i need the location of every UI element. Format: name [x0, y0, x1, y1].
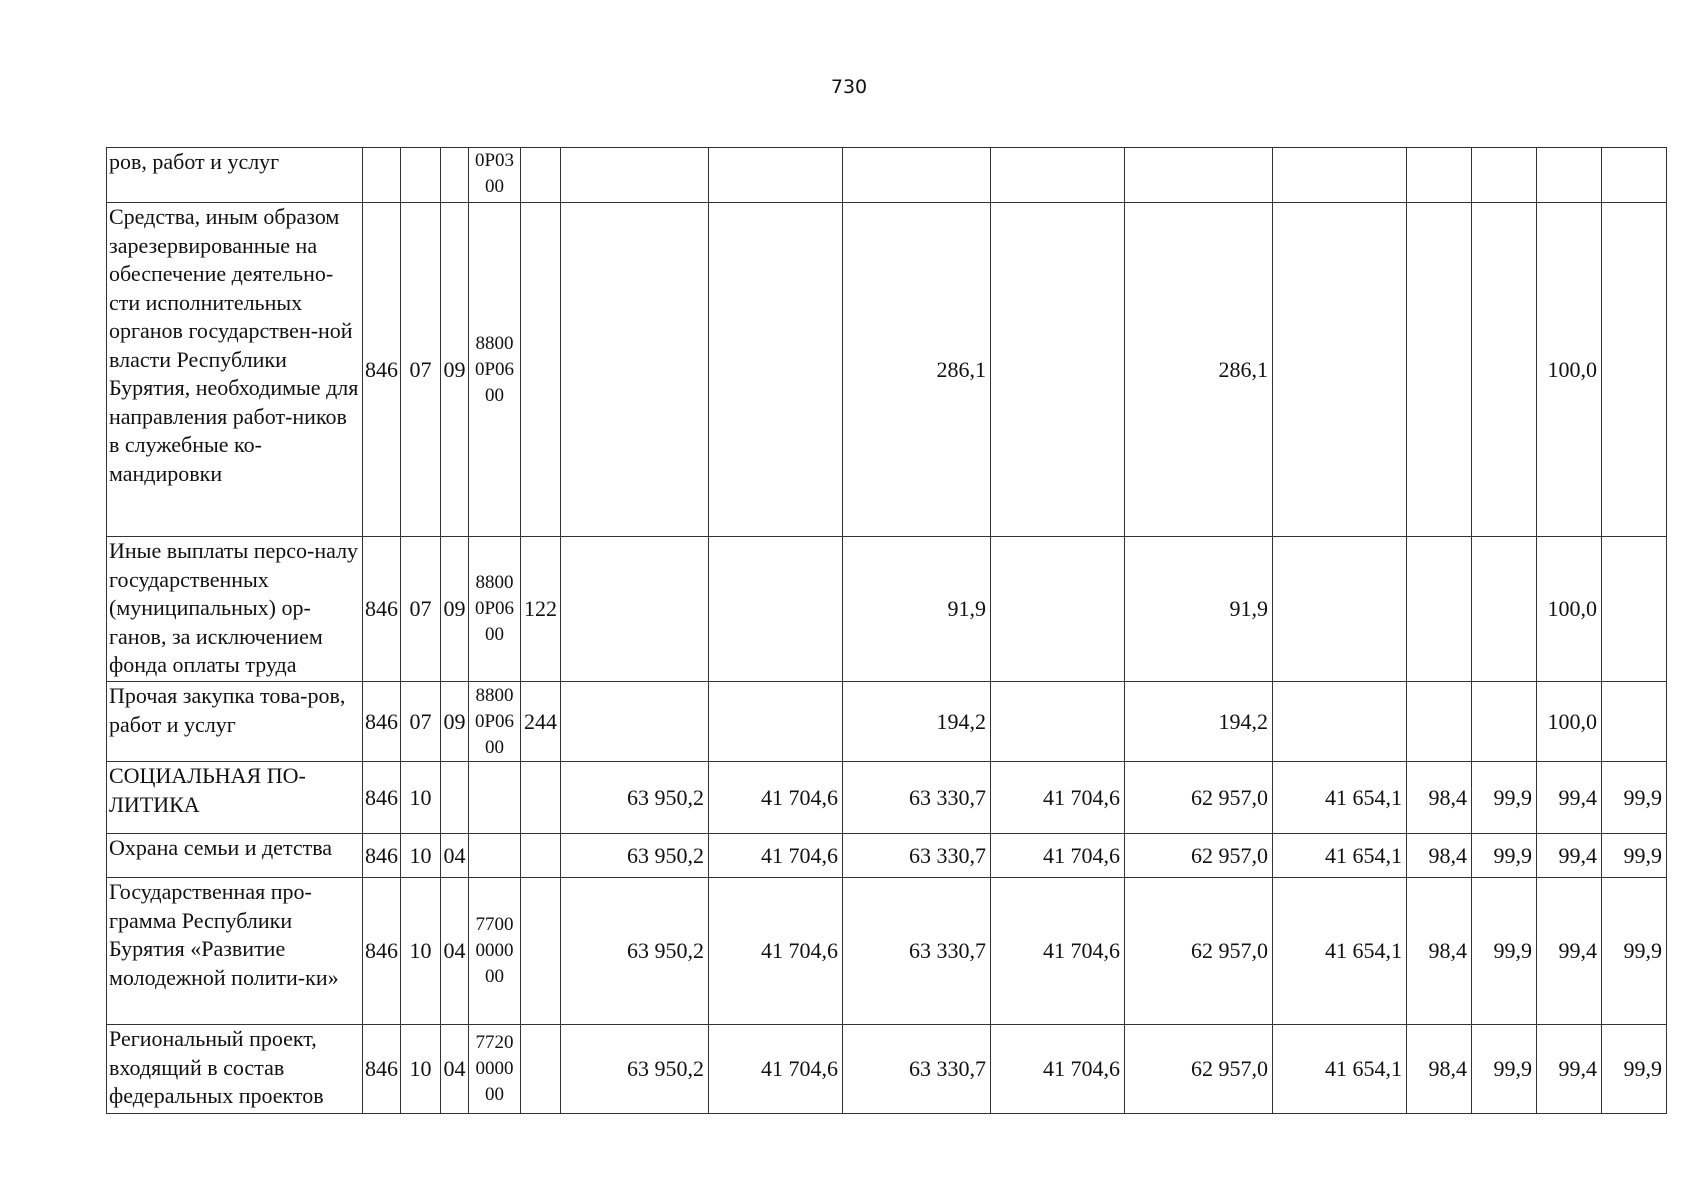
expense-type-cell — [521, 878, 561, 1025]
value-cell — [1273, 537, 1407, 682]
target-code-cell: 7700 0000 00 — [469, 878, 521, 1025]
expense-type-cell — [521, 203, 561, 537]
value-cell — [561, 682, 709, 762]
value-cell — [709, 148, 843, 203]
value-cell: 99,9 — [1602, 878, 1667, 1025]
row-name: Охрана семьи и детства — [107, 834, 363, 878]
code-cell: 09 — [441, 537, 469, 682]
value-cell — [1537, 148, 1602, 203]
expense-type-cell — [521, 1025, 561, 1114]
value-cell — [1472, 682, 1537, 762]
value-cell — [991, 682, 1125, 762]
table-row — [107, 537, 1667, 682]
value-cell — [709, 682, 843, 762]
code-cell — [363, 148, 401, 203]
table-row — [107, 834, 1667, 878]
target-code-cell — [469, 762, 521, 834]
value-cell: 99,9 — [1602, 1025, 1667, 1114]
code-cell: 04 — [441, 834, 469, 878]
table-row — [107, 203, 1667, 537]
expense-type-cell — [521, 834, 561, 878]
expense-type-cell: 122 — [521, 537, 561, 682]
value-cell — [1472, 148, 1537, 203]
value-cell: 41 654,1 — [1273, 1025, 1407, 1114]
value-cell: 91,9 — [843, 537, 991, 682]
value-cell: 41 704,6 — [709, 878, 843, 1025]
value-cell: 63 330,7 — [843, 878, 991, 1025]
value-cell: 62 957,0 — [1125, 1025, 1273, 1114]
row-name: Средства, иным образом зарезервированные на обеспечение деятельно-сти исполнительных органов государствен-ной власти Республики Бурятия, необходимые для направления работ-ников в служебные ко-мандировки — [107, 203, 363, 537]
value-cell — [1407, 203, 1472, 537]
code-cell: 846 — [363, 1025, 401, 1114]
code-cell: 846 — [363, 834, 401, 878]
value-cell — [1273, 203, 1407, 537]
code-cell: 09 — [441, 203, 469, 537]
value-cell — [843, 148, 991, 203]
code-cell: 07 — [401, 682, 441, 762]
value-cell: 41 704,6 — [991, 1025, 1125, 1114]
value-cell: 63 950,2 — [561, 762, 709, 834]
row-name: Прочая закупка това-ров, работ и услуг — [107, 682, 363, 762]
value-cell — [991, 148, 1125, 203]
row-name: СОЦИАЛЬНАЯ ПО-ЛИТИКА — [107, 762, 363, 834]
value-cell: 99,9 — [1472, 878, 1537, 1025]
code-cell: 10 — [401, 762, 441, 834]
page-number: 730 — [830, 76, 868, 98]
value-cell — [1273, 682, 1407, 762]
code-cell: 10 — [401, 1025, 441, 1114]
budget-table — [106, 147, 1667, 1114]
value-cell — [1407, 682, 1472, 762]
value-cell — [991, 203, 1125, 537]
code-cell: 846 — [363, 878, 401, 1025]
value-cell: 41 704,6 — [709, 762, 843, 834]
code-cell: 07 — [401, 537, 441, 682]
value-cell: 63 950,2 — [561, 878, 709, 1025]
value-cell: 62 957,0 — [1125, 834, 1273, 878]
value-cell: 99,4 — [1537, 878, 1602, 1025]
code-cell: 846 — [363, 762, 401, 834]
table-row — [107, 682, 1667, 762]
target-code-cell — [469, 834, 521, 878]
value-cell — [991, 537, 1125, 682]
row-name: Государственная про-грамма Республики Бурятия «Развитие молодежной полити-ки» — [107, 878, 363, 1025]
value-cell: 41 654,1 — [1273, 834, 1407, 878]
value-cell: 98,4 — [1407, 834, 1472, 878]
value-cell — [709, 203, 843, 537]
code-cell — [401, 148, 441, 203]
table-row — [107, 1025, 1667, 1114]
row-name: ров, работ и услуг — [107, 148, 363, 203]
value-cell — [1602, 682, 1667, 762]
value-cell — [561, 203, 709, 537]
value-cell — [1273, 148, 1407, 203]
code-cell: 04 — [441, 1025, 469, 1114]
value-cell: 98,4 — [1407, 1025, 1472, 1114]
value-cell: 99,4 — [1537, 1025, 1602, 1114]
value-cell: 63 330,7 — [843, 834, 991, 878]
value-cell — [1125, 148, 1273, 203]
target-code-cell: 8800 0Р06 00 — [469, 203, 521, 537]
value-cell: 63 330,7 — [843, 762, 991, 834]
value-cell: 99,4 — [1537, 762, 1602, 834]
value-cell: 194,2 — [1125, 682, 1273, 762]
row-name: Иные выплаты персо-налу государственных (муниципальных) ор-ганов, за исключением фонда оплаты труда — [107, 537, 363, 682]
expense-type-cell — [521, 762, 561, 834]
target-code-cell: 0Р03 00 — [469, 148, 521, 203]
value-cell — [1407, 148, 1472, 203]
value-cell: 100,0 — [1537, 537, 1602, 682]
row-name: Региональный проект, входящий в состав федеральных проектов — [107, 1025, 363, 1114]
value-cell — [1602, 203, 1667, 537]
value-cell: 99,9 — [1602, 762, 1667, 834]
value-cell — [709, 537, 843, 682]
value-cell: 286,1 — [843, 203, 991, 537]
value-cell: 286,1 — [1125, 203, 1273, 537]
value-cell: 63 950,2 — [561, 834, 709, 878]
code-cell: 10 — [401, 834, 441, 878]
value-cell: 194,2 — [843, 682, 991, 762]
table-row — [107, 878, 1667, 1025]
value-cell: 41 704,6 — [991, 762, 1125, 834]
code-cell: 10 — [401, 878, 441, 1025]
target-code-cell: 7720 0000 00 — [469, 1025, 521, 1114]
value-cell: 62 957,0 — [1125, 878, 1273, 1025]
value-cell: 98,4 — [1407, 878, 1472, 1025]
value-cell: 91,9 — [1125, 537, 1273, 682]
value-cell: 100,0 — [1537, 203, 1602, 537]
value-cell: 99,9 — [1472, 762, 1537, 834]
value-cell: 99,4 — [1537, 834, 1602, 878]
value-cell: 41 654,1 — [1273, 762, 1407, 834]
value-cell: 63 330,7 — [843, 1025, 991, 1114]
value-cell: 41 704,6 — [709, 834, 843, 878]
value-cell — [561, 148, 709, 203]
value-cell: 99,9 — [1472, 834, 1537, 878]
table-row — [107, 148, 1667, 203]
value-cell: 99,9 — [1472, 1025, 1537, 1114]
code-cell — [441, 148, 469, 203]
value-cell: 99,9 — [1602, 834, 1667, 878]
value-cell: 98,4 — [1407, 762, 1472, 834]
code-cell: 04 — [441, 878, 469, 1025]
value-cell: 41 704,6 — [991, 834, 1125, 878]
value-cell — [1602, 537, 1667, 682]
target-code-cell: 8800 0Р06 00 — [469, 682, 521, 762]
code-cell — [441, 762, 469, 834]
code-cell: 846 — [363, 203, 401, 537]
code-cell: 07 — [401, 203, 441, 537]
expense-type-cell — [521, 148, 561, 203]
code-cell: 846 — [363, 537, 401, 682]
value-cell: 41 704,6 — [709, 1025, 843, 1114]
value-cell: 62 957,0 — [1125, 762, 1273, 834]
value-cell: 41 654,1 — [1273, 878, 1407, 1025]
table-row — [107, 762, 1667, 834]
value-cell — [1407, 537, 1472, 682]
code-cell: 846 — [363, 682, 401, 762]
value-cell — [1472, 203, 1537, 537]
value-cell: 41 704,6 — [991, 878, 1125, 1025]
target-code-cell: 8800 0Р06 00 — [469, 537, 521, 682]
value-cell: 63 950,2 — [561, 1025, 709, 1114]
expense-type-cell: 244 — [521, 682, 561, 762]
code-cell: 09 — [441, 682, 469, 762]
value-cell — [1602, 148, 1667, 203]
value-cell — [1472, 537, 1537, 682]
value-cell: 100,0 — [1537, 682, 1602, 762]
value-cell — [561, 537, 709, 682]
